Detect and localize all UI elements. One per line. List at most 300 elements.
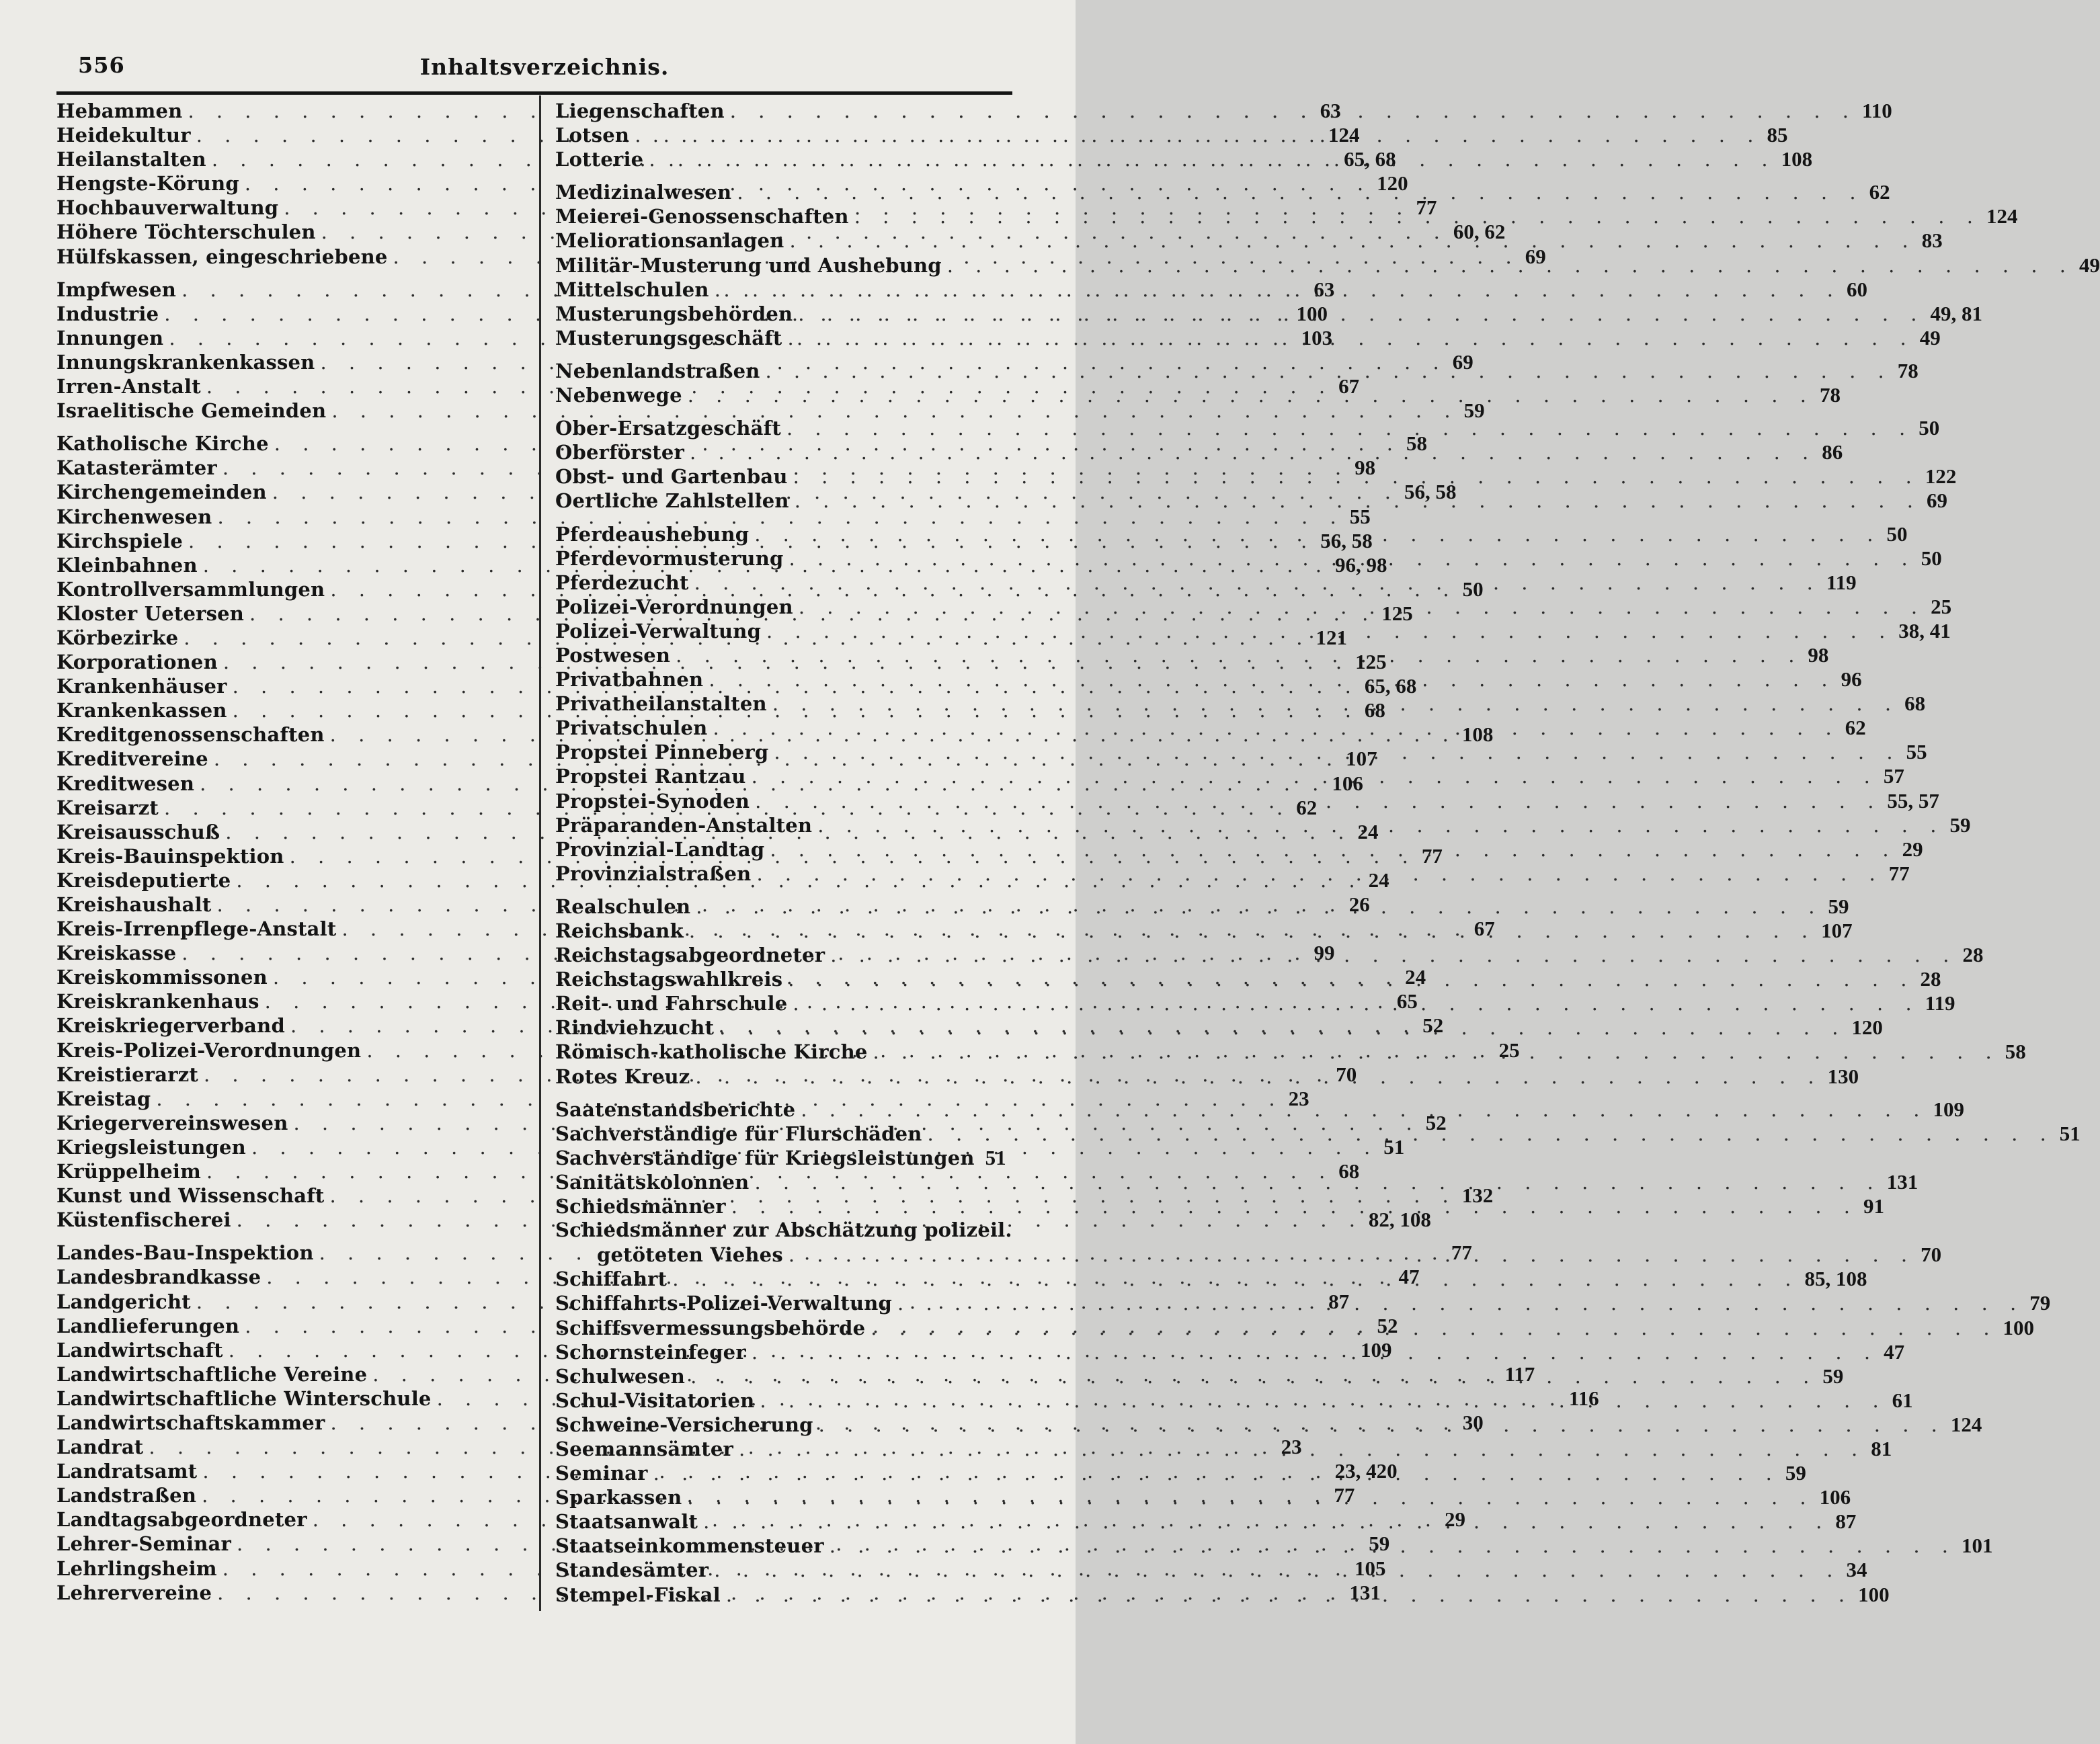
entry-pages: 61 [1892, 1388, 1913, 1412]
dot-leader [787, 327, 1914, 349]
dot-leader [795, 489, 1921, 512]
entry-term: Lehrer-Seminar [56, 1532, 232, 1556]
entry-term: Schiedsmänner zur Abschätzung polizeil. [555, 1218, 1012, 1242]
entry-pages: 132 [1461, 1184, 1494, 1208]
entry-term: Schiffahrt [555, 1268, 668, 1291]
entry-term: Landrat [56, 1436, 144, 1459]
dot-leader [756, 862, 1883, 885]
entry-term: Körbezirke [56, 626, 179, 649]
entry-term: Staatsanwalt [555, 1510, 698, 1534]
entry-pages: 87 [1835, 1509, 1857, 1534]
entry-term: Pferdevormusterung [555, 546, 784, 570]
entry-term: Kreistag [56, 1087, 151, 1110]
entry-term: Musterungsbehörden [555, 302, 793, 325]
entry-pages: 109 [1360, 1337, 1392, 1362]
entry-term: Impfwesen [56, 278, 177, 301]
entry-pages: 55 [1349, 504, 1371, 528]
entry-pages: 101 [1961, 1534, 1993, 1558]
entry-pages: 98 [1808, 642, 1829, 667]
entry-term: Polizei-Verwaltung [555, 619, 762, 642]
entry-term: Hülfskassen, eingeschriebene [56, 245, 388, 268]
entry-pages: 117 [1504, 1362, 1535, 1386]
dot-leader [752, 765, 1878, 788]
entry-term: Kreistierarzt [56, 1063, 198, 1086]
entry-term: Kreis-Irrenpflege-Anstalt [56, 917, 337, 941]
entry-pages: 52 [1377, 1313, 1398, 1337]
entry-term: Katasterämter [56, 456, 217, 480]
entry-term: Propstei Rantzau [555, 765, 746, 788]
entry-term: Realschulen [555, 895, 691, 918]
entry-pages: 56, 58 [1404, 480, 1457, 504]
dot-leader [801, 1098, 1927, 1121]
dot-leader [766, 360, 1892, 382]
entry-term: Landstraßen [56, 1484, 197, 1507]
entry-pages: 77 [1416, 196, 1437, 220]
entry-pages: 50 [1886, 522, 1908, 546]
entry-pages: 77 [1888, 861, 1910, 885]
entry-term: Kreditvereine [56, 747, 208, 771]
entry-pages: 24 [1357, 819, 1379, 843]
dot-leader [715, 278, 1841, 301]
dot-leader [694, 571, 1821, 594]
entry-term: Landwirtschaftliche Vereine [56, 1362, 368, 1386]
entry-pages: 23 [1288, 1086, 1309, 1110]
entry-pages: 125 [1381, 601, 1413, 625]
entry-term: Obst- und Gartenbau [555, 465, 788, 489]
entry-term: Pferdeaushebung [555, 522, 750, 546]
entry-pages: 100 [1296, 301, 1328, 325]
entry-term: Höhere Töchterschulen [56, 220, 316, 244]
dot-leader [786, 417, 1913, 440]
entry-term: Innungskrankenkassen [56, 350, 315, 374]
dot-leader [690, 1365, 1817, 1388]
entry-pages: 77 [1421, 843, 1443, 868]
dot-leader [928, 1122, 2054, 1145]
header-rule [56, 91, 1012, 95]
entry-term: Küstenfischerei [56, 1208, 231, 1232]
entry-term: Schul-Visitatorien [555, 1388, 755, 1412]
entry-pages: 125 [1355, 650, 1387, 674]
entry-term: Ober-Ersatzgeschäft [555, 417, 781, 440]
entry-term: Nebenwege [555, 384, 682, 407]
entry-pages: 62 [1296, 795, 1318, 819]
entry-pages: 47 [1884, 1339, 1905, 1364]
entry-term: Römisch-katholische Kirche [555, 1040, 868, 1064]
entry-pages: 60, 62 [1453, 220, 1506, 244]
dot-leader [789, 1243, 1915, 1266]
dot-leader [772, 692, 1899, 715]
entry-term: Seminar [555, 1462, 648, 1485]
dot-leader [770, 838, 1896, 861]
entry-pages: 79 [2029, 1291, 2051, 1315]
entry-term: Privatheilanstalten [555, 692, 767, 716]
dot-leader [688, 384, 1814, 407]
entry-pages: 69 [1926, 489, 1947, 513]
entry-term: Oberförster [555, 441, 685, 464]
dot-leader [730, 99, 1857, 122]
entry-pages: 68 [1338, 1159, 1360, 1184]
entry-term: Rotes Kreuz [555, 1065, 690, 1088]
entry-term: Kloster Uetersen [56, 601, 245, 625]
entry-term: Meliorationsanlagen [555, 229, 784, 253]
entry-pages: 29 [1902, 837, 1923, 861]
entry-term: Kriegsleistungen [56, 1135, 246, 1159]
dot-leader [752, 1341, 1878, 1364]
entry-pages: 59 [1785, 1461, 1806, 1485]
running-title: Inhaltsverzeichnis. [419, 54, 670, 80]
dot-leader [873, 1040, 2000, 1063]
entry-pages: 38, 41 [1898, 618, 1951, 642]
index-entry [56, 504, 1371, 529]
entry-term: Schulwesen [555, 1364, 686, 1388]
entry-pages: 49, 81 [1930, 301, 1983, 325]
dot-leader [819, 1410, 1945, 1436]
entry-term: Musterungsgeschäft [555, 326, 782, 349]
entry-pages: 51 [1383, 1134, 1405, 1159]
entry-pages: 34 [1846, 1558, 1867, 1582]
entry-pages: 26 [1348, 892, 1370, 916]
entry-term: Saatenstandsberichte [555, 1097, 796, 1121]
entry-term: Kreis-Polizei-Verordnungen [56, 1038, 362, 1062]
entry-term: Schornsteinfeger [555, 1340, 746, 1364]
entry-pages: 25 [1498, 1038, 1520, 1062]
entry-term: Kreisarzt [56, 796, 159, 819]
entry-term: Landwirtschaftskammer [56, 1411, 325, 1434]
entry-pages: 81 [1871, 1436, 1892, 1460]
entry-pages: 59 [1949, 813, 1971, 837]
entry-term: Reit- und Fahrschule [555, 992, 788, 1015]
dot-leader [755, 790, 1882, 813]
dot-leader [947, 254, 2074, 277]
entry-term: Kreiskasse [56, 942, 177, 965]
entry-term: Kreiskommissonen [56, 966, 268, 989]
dot-leader [703, 1510, 1830, 1533]
entry-term: Kreisdeputierte [56, 868, 231, 892]
entry-pages: 49 [2079, 253, 2100, 277]
dot-leader [737, 181, 1863, 204]
dot-leader [653, 1462, 1780, 1485]
entry-pages: 119 [1826, 570, 1857, 594]
entry-term: Heilanstalten [56, 148, 206, 171]
entry-pages: 58 [1406, 431, 1428, 456]
entry-pages: 65, 68 [1344, 147, 1396, 171]
entry-term: Liegenschaften [555, 99, 725, 122]
entry-term: Propstei Pinneberg [555, 741, 769, 764]
index-entry [555, 692, 1926, 716]
entry-pages: 91 [1863, 1194, 1884, 1218]
entry-term: Polizei-Verordnungen [555, 595, 793, 618]
entry-term: Propstei-Synoden [555, 789, 750, 813]
entry-term: Sanitätskolonnen [555, 1170, 750, 1194]
entry-term: Seemannsämter [555, 1437, 734, 1460]
entry-pages: 25 [1931, 594, 1952, 618]
dot-leader [793, 465, 1920, 488]
entry-term: Innungen [56, 326, 164, 349]
entry-pages: 30 [1462, 1410, 1484, 1434]
entry-pages: 63 [1314, 277, 1335, 301]
entry-term: Mittelschulen [555, 278, 709, 301]
entry-term: Reichsbank [555, 919, 684, 942]
entry-pages: 120 [1851, 1015, 1883, 1040]
dot-leader [817, 814, 1944, 837]
entry-term: Standesämter [555, 1559, 709, 1582]
entry-term: Oertliche Zahlstellen [555, 489, 789, 513]
page-number: 556 [78, 52, 125, 78]
dot-leader [830, 1534, 1956, 1557]
entry-term: Sachverständige für Flurschäden [555, 1122, 922, 1145]
entry-pages: 110 [1862, 99, 1892, 122]
entry-pages: 62 [1869, 180, 1890, 204]
entry-pages: 50 [1921, 546, 1942, 570]
entry-pages: 77 [1451, 1241, 1472, 1265]
dot-leader [687, 1486, 1814, 1509]
dot-leader [719, 1016, 1846, 1039]
entry-pages: 124 [1986, 204, 2018, 229]
entry-pages: 59 [1463, 399, 1485, 423]
entry-term: Staatseinkommensteuer [555, 1534, 824, 1558]
entry-pages: 78 [1897, 358, 1919, 382]
entry-term: Reichstagsabgeordneter [555, 944, 825, 967]
entry-term: Schiedsmänner [555, 1195, 726, 1218]
entry-term: Irren-Anstalt [56, 375, 201, 399]
dot-leader [709, 668, 1835, 691]
entry-pages: 23, 420 [1334, 1459, 1398, 1483]
index-entry [56, 399, 1485, 423]
entry-pages: 105 [1355, 1556, 1386, 1580]
entry-term: Heidekultur [56, 124, 191, 147]
dot-leader [774, 741, 1900, 763]
entry-pages: 60 [1846, 277, 1867, 301]
entry-term: Privatbahnen [555, 668, 704, 692]
entry-term: Nebenlandstraßen [555, 359, 760, 382]
entry-term: Kreditgenossenschaften [56, 723, 325, 747]
entry-pages: 131 [1349, 1580, 1381, 1604]
entry-pages: 82, 108 [1368, 1208, 1431, 1232]
entry-pages: 103 [1301, 325, 1333, 349]
dot-leader [726, 1580, 1853, 1606]
entry-term: Landwirtschaftliche Winterschule [56, 1386, 432, 1410]
dot-leader [793, 992, 1919, 1015]
dot-leader [789, 547, 1915, 570]
entry-term: Lotterie [555, 148, 644, 171]
entry-pages: 107 [1821, 919, 1853, 942]
entry-term: Landesbrandkasse [56, 1265, 261, 1289]
entry-pages: 67 [1338, 374, 1360, 399]
entry-pages: 78 [1819, 383, 1841, 407]
entry-term: Landes-Bau-Inspektion [56, 1241, 314, 1265]
entry-term: Lehrlingsheim [56, 1556, 217, 1580]
dot-leader [798, 302, 1925, 325]
entry-pages: 24 [1405, 965, 1426, 989]
dot-leader [799, 595, 1925, 618]
entry-pages: 100 [1858, 1582, 1890, 1606]
entry-term: Schiffahrts-Polizei-Verwaltung [555, 1292, 893, 1315]
entry-pages: 98 [1355, 456, 1376, 480]
entry-pages: 67 [1473, 917, 1495, 941]
entry-term: Israelitische Gemeinden [56, 399, 327, 423]
index-entry [555, 1145, 1006, 1170]
entry-pages: 85 [1767, 123, 1788, 147]
entry-term: Kleinbahnen [56, 553, 198, 577]
entry-pages: 121 [1316, 625, 1347, 649]
entry-term: Kontrollversammlungen [56, 577, 325, 601]
index-entry [555, 1218, 1012, 1243]
dot-leader [649, 148, 1775, 171]
dot-leader [766, 620, 1893, 642]
entry-term: Kreditwesen [56, 772, 195, 795]
entry-term: Landratsamt [56, 1460, 198, 1483]
entry-pages: 28 [1920, 967, 1941, 991]
entry-term: Provinzialstraßen [555, 862, 752, 885]
entry-pages: 109 [1933, 1097, 1965, 1121]
dot-leader [754, 523, 1881, 546]
entry-term: Krüppelheim [56, 1160, 202, 1184]
entry-term: Militär-Musterung und Aushebung [555, 253, 942, 277]
entry-term: Kirchenwesen [56, 505, 212, 528]
dot-leader [695, 1062, 1822, 1088]
dot-leader [830, 944, 1957, 966]
entry-pages: 55, 57 [1887, 788, 1939, 813]
entry-pages: 108 [1781, 147, 1813, 171]
entry-pages: 52 [1425, 1110, 1447, 1134]
entry-pages: 62 [1845, 716, 1866, 740]
entry-pages: 100 [2003, 1315, 2035, 1339]
entry-pages: 51 [2059, 1121, 2081, 1145]
entry-pages: 63 [1320, 99, 1341, 122]
dot-leader [690, 441, 1816, 464]
entry-term: Postwesen [555, 643, 671, 667]
entry-term: Kreishaushalt [56, 893, 212, 916]
entry-pages: 119 [1925, 991, 1955, 1015]
entry-pages: 124 [1950, 1412, 1982, 1436]
entry-pages: 106 [1819, 1485, 1851, 1509]
entry-term: Kreisausschuß [56, 820, 220, 843]
entry-pages: 59 [1828, 894, 1849, 918]
dot-leader [854, 205, 1981, 228]
entry-term: Privatschulen [555, 716, 708, 740]
entry-term: Industrie [56, 302, 159, 325]
entry-pages: 59 [1369, 1532, 1390, 1556]
entry-pages: 56, 58 [1320, 528, 1373, 552]
entry-term: Präparanden-Anstalten [555, 813, 813, 837]
entry-term: getöteten Viehes [597, 1243, 783, 1267]
dot-leader [676, 644, 1802, 667]
entry-term: Kreiskriegerverband [56, 1014, 285, 1038]
entry-pages: 52 [1422, 1013, 1444, 1038]
entry-pages: 122 [1925, 464, 1957, 489]
entry-pages: 86 [1822, 440, 1843, 464]
entry-pages: 99 [1314, 941, 1335, 965]
entry-pages: 120 [1377, 171, 1408, 196]
entry-term: Hebammen [56, 99, 183, 122]
entry-pages: 107 [1346, 747, 1377, 771]
entry-term: Reichstagswahlkreis [555, 968, 783, 991]
entry-pages: 58 [2005, 1040, 2026, 1064]
entry-pages: 50 [1919, 416, 1940, 440]
entry-term: Katholische Kirche [56, 432, 269, 456]
entry-pages: 77 [1334, 1483, 1355, 1507]
entry-pages: 65 [1396, 989, 1418, 1013]
entry-term: Korporationen [56, 651, 218, 674]
entry-term: Landgericht [56, 1290, 191, 1313]
dot-leader [731, 1195, 1858, 1218]
entry-pages: 108 [1461, 722, 1494, 747]
entry-pages: 85, 108 [1804, 1267, 1867, 1291]
entry-term: Provinzial-Landtag [555, 837, 765, 861]
dot-leader [871, 1317, 1997, 1339]
entry-term: Hochbauverwaltung [56, 196, 279, 220]
entry-term: Schweine-Versicherung [555, 1413, 813, 1436]
entry-term: Kirchspiele [56, 529, 183, 552]
entry-pages: 68 [1904, 692, 1926, 716]
entry-pages: 70 [1336, 1062, 1357, 1086]
entry-pages: 70 [1921, 1243, 1942, 1267]
entry-pages: 96, 98 [1335, 552, 1387, 577]
entry-pages: 65, 68 [1364, 674, 1417, 698]
entry-term: Sachverständige für Kriegsleistungen [555, 1146, 975, 1169]
entry-term: Medizinalwesen [555, 181, 732, 204]
dot-leader [788, 968, 1914, 991]
entry-pages: 69 [1452, 349, 1473, 374]
entry-pages: 59 [1822, 1364, 1844, 1388]
entry-pages: 130 [1827, 1064, 1859, 1088]
entry-pages: 116 [1568, 1386, 1599, 1410]
entry-term: Lehrervereine [56, 1581, 212, 1604]
entry-pages: 83 [1921, 229, 1943, 253]
entry-term: Stempel-Fiskal [555, 1583, 721, 1606]
entry-term: Landlieferungen [56, 1314, 240, 1337]
entry-pages: 57 [1883, 764, 1904, 788]
dot-leader [897, 1289, 2024, 1315]
entry-term: Hengste-Körung [56, 172, 239, 196]
entry-pages: 55 [1906, 740, 1927, 764]
entry-pages: 68 [1364, 698, 1385, 722]
entry-pages: 51 [985, 1145, 1006, 1169]
entry-term: Meierei-Genossenschaften [555, 205, 849, 229]
entry-term: Schiffsvermessungsbehörde [555, 1316, 866, 1339]
entry-term: Krankenhäuser [56, 675, 227, 698]
dot-leader [672, 1268, 1799, 1290]
entry-pages: 49 [1919, 325, 1941, 349]
dot-leader [696, 895, 1822, 918]
dot-leader [635, 124, 1761, 147]
entry-term: Kreis-Bauinspektion [56, 844, 284, 868]
entry-term: Rindviehzucht [555, 1016, 715, 1040]
entry-pages: 24 [1368, 868, 1389, 892]
dot-leader [714, 1559, 1841, 1581]
entry-term: Pferdezucht [555, 571, 689, 594]
entry-pages: 124 [1328, 123, 1360, 147]
entry-pages: 106 [1332, 771, 1363, 795]
page-header [0, 0, 1076, 94]
index-entry [555, 416, 1940, 440]
entry-term: Sparkassen [555, 1486, 682, 1509]
dot-leader [754, 1171, 1881, 1194]
entry-pages: 96 [1841, 667, 1862, 692]
entry-term: Kunst und Wissenschaft [56, 1184, 325, 1208]
entry-term: Kriegervereinswesen [56, 1111, 288, 1134]
entry-term: Lotsen [555, 124, 630, 147]
entry-term: Kreiskrankenhaus [56, 990, 259, 1013]
entry-pages: 28 [1962, 943, 1984, 967]
entry-pages: 29 [1444, 1507, 1465, 1532]
dot-leader [713, 716, 1839, 739]
entry-term: Kirchengemeinden [56, 481, 267, 504]
entry-pages: 50 [1462, 577, 1484, 601]
entry-term: Krankenkassen [56, 699, 227, 722]
dot-leader [739, 1438, 1865, 1460]
dot-leader [789, 229, 1916, 252]
